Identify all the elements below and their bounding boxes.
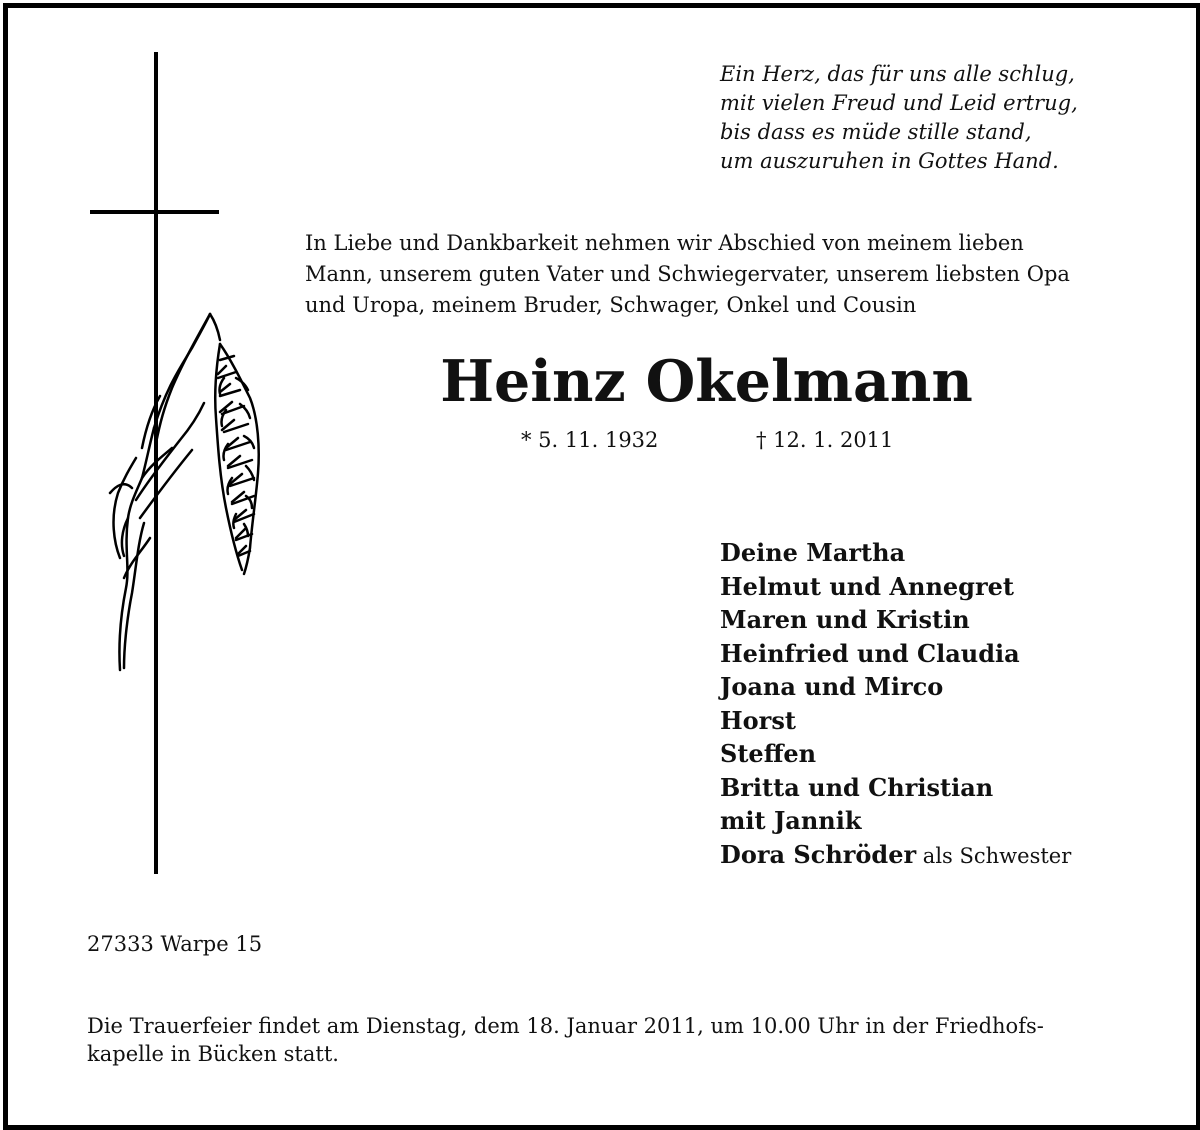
mourner-entry: Heinfried und Claudia bbox=[720, 638, 1020, 668]
mourner-entry: mit Jannik bbox=[720, 806, 862, 835]
verse-line: Ein Herz, das für uns alle schlug, bbox=[720, 62, 1075, 86]
verse-line: bis dass es müde stille stand, bbox=[720, 120, 1032, 144]
wheat-ear-icon bbox=[110, 314, 259, 670]
funeral-notice bbox=[87, 1012, 1147, 1068]
death-date: † 12. 1. 2011 bbox=[756, 428, 894, 452]
mourner-name: Dora Schröder bbox=[720, 839, 917, 869]
verse-line: um auszuruhen in Gottes Hand. bbox=[720, 149, 1059, 173]
farewell-line: In Liebe und Dankbarkeit nehmen wir Abschied von meinem lieben bbox=[305, 231, 1024, 255]
mourner-entry: Maren und Kristin bbox=[720, 605, 970, 634]
family-address: 27333 Warpe 15 bbox=[87, 932, 263, 956]
mourner-entry-last bbox=[720, 838, 1160, 874]
funeral-line: kapelle in Bücken statt. bbox=[87, 1042, 339, 1066]
mourners-list bbox=[720, 536, 1160, 873]
mourner-entry: Helmut und Annegret bbox=[720, 571, 1014, 601]
farewell-line: Mann, unserem guten Vater und Schwiegervater, unserem liebsten Opa bbox=[305, 262, 1070, 286]
birth-date: * 5. 11. 1932 bbox=[521, 428, 659, 452]
deceased-name: Heinz Okelmann bbox=[440, 348, 973, 415]
life-dates bbox=[521, 426, 894, 454]
mourner-entry: Steffen bbox=[720, 739, 817, 768]
mourner-entry: Deine Martha bbox=[720, 538, 906, 567]
memorial-verse bbox=[720, 60, 1160, 176]
mourner-entry: Joana und Mirco bbox=[720, 672, 944, 701]
mourner-entry: Horst bbox=[720, 705, 796, 735]
verse-line: mit vielen Freud und Leid ertrug, bbox=[720, 91, 1078, 115]
farewell-paragraph bbox=[305, 228, 1125, 321]
mourner-relation: als Schwester bbox=[916, 843, 1072, 868]
funeral-line: Die Trauerfeier findet am Dienstag, dem 18. Januar 2011, um 10.00 Uhr in der Friedhofs- bbox=[87, 1014, 1044, 1038]
mourner-entry: Britta und Christian bbox=[720, 772, 994, 802]
farewell-line: und Uropa, meinem Bruder, Schwager, Onkel und Cousin bbox=[305, 293, 917, 317]
cross-with-wheat-artwork bbox=[80, 48, 280, 878]
